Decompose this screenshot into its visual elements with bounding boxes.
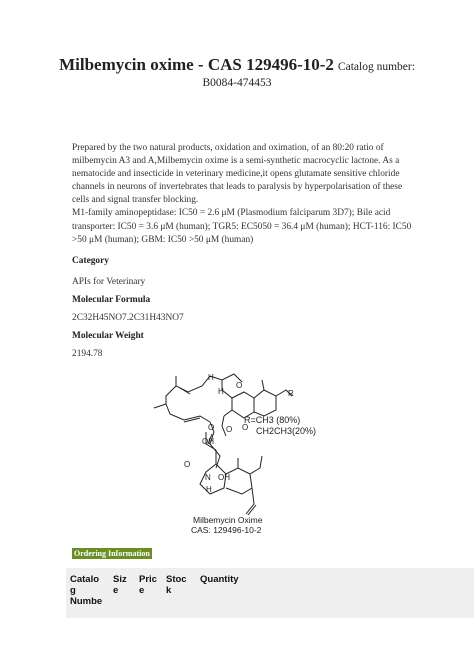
product-description — [72, 142, 412, 247]
r-group-label: R — [288, 389, 294, 398]
column-quantity: Quantity — [200, 574, 239, 585]
product-title — [40, 55, 434, 91]
column-stock: Stoc k — [166, 574, 187, 596]
chemical-structure — [140, 364, 370, 544]
r-definition-1: R=CH3 (80%) — [244, 415, 301, 425]
formula-value: 2C32H45NO7.2C31H43NO7 — [72, 313, 184, 323]
oh-oxime-label: OH — [218, 473, 230, 482]
oh-label: OH — [202, 437, 214, 446]
weight-value: 2194.78 — [72, 349, 103, 359]
column-size: Siz e — [113, 574, 127, 596]
o-carbonyl-label: O — [208, 423, 215, 432]
o-spiro-label: O — [242, 423, 249, 432]
column-catalog-number: Catalo g Numbe — [70, 574, 103, 607]
structure-caption-name: Milbemycin Oxime — [193, 515, 263, 525]
bioactivity-paragraph: M1-family aminopeptidase: IC50 = 2.6 μM (Plasmodium falciparum 3D7); Bile acid transporter: IC50 = 3.6 μM (human); TGR5: EC5050 = 36.4 μM (human); HCT-116: IC50 >50 μM (human); GBM: IC50 >50 μM (human) — [72, 208, 412, 245]
description-paragraph: Prepared by the two natural products, oxidation and oximation, of an 80:20 ratio of milbemycin A3 and A,Milbemycin oxime is a semi-synthetic macrocyclic lactone. As a nematocide and insecticide in veterinary medicine,it opens glutamate sensitive chloride channels in neurons of invertebrates that leads to paralysis by hyperpolarisation of these cells and signal transfer blocking. — [72, 143, 403, 206]
catalog-label: Catalog number: — [337, 61, 415, 73]
o-furan-label: O — [184, 460, 191, 469]
o-ester-label: O — [226, 425, 233, 434]
ordering-table-header — [66, 568, 474, 618]
formula-heading: Molecular Formula — [72, 295, 151, 305]
n-oxime-label: N — [205, 473, 211, 482]
r-definition-2: CH2CH3(20%) — [256, 426, 317, 436]
column-price: Pric e — [139, 574, 157, 596]
h-label-3: H — [206, 485, 212, 494]
h-label-2: H — [218, 387, 224, 396]
h-label-1: H — [208, 373, 214, 382]
structure-caption-cas: CAS: 129496-10-2 — [191, 525, 262, 535]
product-name: Milbemycin oxime - CAS 129496-10-2 — [59, 55, 334, 74]
o-ring-label: O — [236, 381, 243, 390]
catalog-number: B0084-474453 — [202, 77, 272, 90]
ordering-information-heading: Ordering Information — [74, 549, 150, 558]
category-heading: Category — [72, 256, 109, 266]
weight-heading: Molecular Weight — [72, 331, 144, 341]
category-value: APIs for Veterinary — [72, 277, 146, 287]
